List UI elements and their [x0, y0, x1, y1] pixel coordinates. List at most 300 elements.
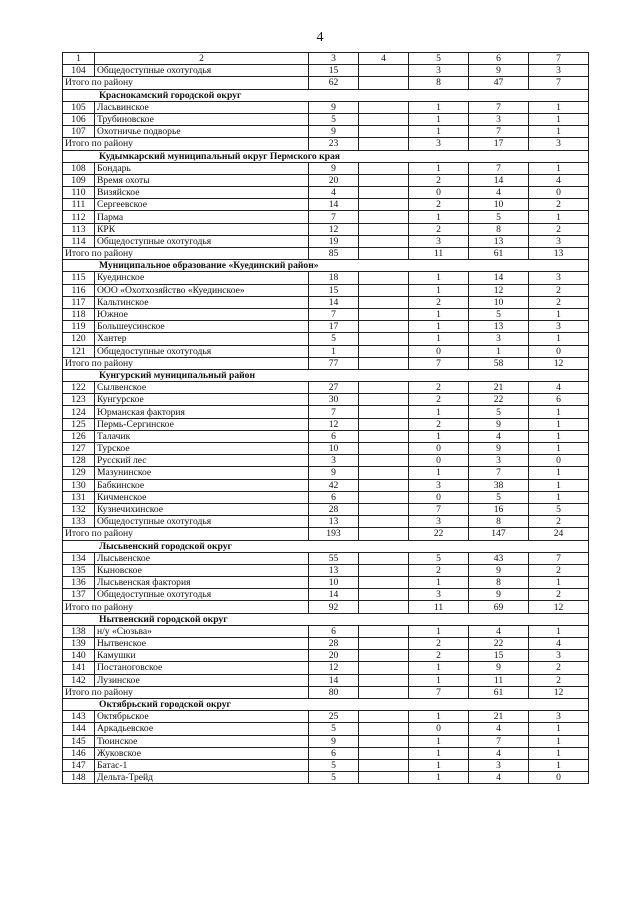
value-c3: 7 [309, 211, 359, 223]
value-c6: 8 [469, 223, 529, 235]
row-number: 104 [63, 65, 95, 77]
value-c3: 6 [309, 747, 359, 759]
value-c4 [359, 174, 409, 186]
value-c3: 9 [309, 467, 359, 479]
value-c6: 16 [469, 503, 529, 515]
district-name: Лысьвенский городской округ [63, 540, 589, 552]
total-c3: 92 [309, 601, 359, 613]
value-c7: 1 [529, 101, 589, 113]
value-c3: 9 [309, 126, 359, 138]
district-header-row [63, 613, 589, 625]
value-c7: 3 [529, 235, 589, 247]
value-c6: 4 [469, 187, 529, 199]
value-c4 [359, 333, 409, 345]
value-c4 [359, 284, 409, 296]
value-c3: 12 [309, 418, 359, 430]
value-c5: 1 [409, 735, 469, 747]
row-number: 134 [63, 552, 95, 564]
total-c5: 8 [409, 77, 469, 89]
hunting-ground-name: Общедоступные охотугодья [95, 345, 309, 357]
value-c7: 1 [529, 308, 589, 320]
hunting-ground-name: Общедоступные охотугодья [95, 589, 309, 601]
value-c6: 5 [469, 211, 529, 223]
value-c7: 1 [529, 735, 589, 747]
table-row [63, 443, 589, 455]
value-c5: 1 [409, 577, 469, 589]
value-c4 [359, 187, 409, 199]
table-row [63, 394, 589, 406]
value-c3: 19 [309, 235, 359, 247]
table-row [63, 662, 589, 674]
value-c6: 7 [469, 101, 529, 113]
hunting-ground-name: ООО «Охотхозяйство «Куединское» [95, 284, 309, 296]
row-number: 144 [63, 723, 95, 735]
value-c6: 5 [469, 406, 529, 418]
total-c7: 7 [529, 77, 589, 89]
hunting-ground-name: Мазунинское [95, 467, 309, 479]
value-c5: 0 [409, 187, 469, 199]
value-c3: 18 [309, 272, 359, 284]
value-c6: 3 [469, 113, 529, 125]
value-c4 [359, 382, 409, 394]
value-c5: 2 [409, 564, 469, 576]
value-c3: 28 [309, 503, 359, 515]
table-row [63, 345, 589, 357]
value-c6: 5 [469, 308, 529, 320]
total-c3: 62 [309, 77, 359, 89]
value-c7: 1 [529, 723, 589, 735]
value-c4 [359, 491, 409, 503]
total-c4 [359, 528, 409, 540]
hunting-ground-name: Общедоступные охотугодья [95, 65, 309, 77]
value-c5: 1 [409, 211, 469, 223]
value-c3: 5 [309, 333, 359, 345]
hunting-ground-name: Большеусинское [95, 321, 309, 333]
value-c4 [359, 126, 409, 138]
value-c6: 13 [469, 321, 529, 333]
value-c5: 2 [409, 418, 469, 430]
table-row [63, 113, 589, 125]
table-row [63, 284, 589, 296]
hunting-ground-name: Камушки [95, 650, 309, 662]
hunting-ground-name: Лысьвенское [95, 552, 309, 564]
value-c4 [359, 345, 409, 357]
value-c3: 17 [309, 321, 359, 333]
value-c4 [359, 321, 409, 333]
value-c7: 1 [529, 443, 589, 455]
row-number: 143 [63, 711, 95, 723]
value-c4 [359, 564, 409, 576]
value-c7: 3 [529, 650, 589, 662]
table-row [63, 321, 589, 333]
table-row [63, 638, 589, 650]
value-c4 [359, 455, 409, 467]
district-name: Краснокамский городской округ [63, 89, 589, 101]
row-number: 114 [63, 235, 95, 247]
value-c3: 4 [309, 187, 359, 199]
table-row [63, 625, 589, 637]
value-c6: 43 [469, 552, 529, 564]
total-label: Итого по району [63, 601, 309, 613]
value-c7: 1 [529, 747, 589, 759]
value-c4 [359, 772, 409, 784]
district-header-row [63, 150, 589, 162]
value-c5: 3 [409, 65, 469, 77]
value-c5: 1 [409, 308, 469, 320]
hunting-ground-name: Дельта-Трейд [95, 772, 309, 784]
value-c6: 14 [469, 174, 529, 186]
row-number: 110 [63, 187, 95, 199]
total-c4 [359, 138, 409, 150]
total-c3: 80 [309, 686, 359, 698]
row-number: 116 [63, 284, 95, 296]
column-number-3: 3 [309, 53, 359, 65]
value-c5: 3 [409, 479, 469, 491]
value-c6: 9 [469, 65, 529, 77]
hunting-ground-name: Лузинское [95, 674, 309, 686]
value-c3: 5 [309, 772, 359, 784]
value-c7: 0 [529, 772, 589, 784]
value-c5: 0 [409, 345, 469, 357]
value-c4 [359, 662, 409, 674]
hunting-ground-name: н/у «Сюзьва» [95, 625, 309, 637]
value-c4 [359, 735, 409, 747]
value-c7: 1 [529, 467, 589, 479]
value-c4 [359, 503, 409, 515]
total-label: Итого по району [63, 248, 309, 260]
value-c6: 22 [469, 638, 529, 650]
hunting-ground-name: Талачик [95, 430, 309, 442]
hunting-ground-name: Кузнечихинское [95, 503, 309, 515]
value-c5: 1 [409, 321, 469, 333]
value-c4 [359, 223, 409, 235]
total-c7: 3 [529, 138, 589, 150]
hunting-grounds-table [62, 52, 589, 784]
value-c5: 1 [409, 272, 469, 284]
row-number: 109 [63, 174, 95, 186]
district-header-row [63, 369, 589, 381]
total-c6: 58 [469, 357, 529, 369]
row-number: 131 [63, 491, 95, 503]
value-c7: 1 [529, 406, 589, 418]
value-c5: 1 [409, 406, 469, 418]
value-c4 [359, 625, 409, 637]
hunting-ground-name: Южное [95, 308, 309, 320]
row-number: 112 [63, 211, 95, 223]
value-c7: 1 [529, 162, 589, 174]
table-row [63, 564, 589, 576]
table-row [63, 174, 589, 186]
value-c7: 1 [529, 126, 589, 138]
value-c6: 10 [469, 199, 529, 211]
value-c4 [359, 467, 409, 479]
table-row [63, 333, 589, 345]
value-c6: 21 [469, 711, 529, 723]
hunting-ground-name: Общедоступные охотугодья [95, 235, 309, 247]
row-number: 140 [63, 650, 95, 662]
value-c5: 1 [409, 467, 469, 479]
value-c6: 9 [469, 589, 529, 601]
value-c3: 20 [309, 174, 359, 186]
total-c7: 12 [529, 686, 589, 698]
row-number: 105 [63, 101, 95, 113]
value-c3: 5 [309, 723, 359, 735]
value-c5: 0 [409, 723, 469, 735]
hunting-ground-name: Куединское [95, 272, 309, 284]
value-c3: 14 [309, 296, 359, 308]
value-c7: 3 [529, 272, 589, 284]
total-c3: 77 [309, 357, 359, 369]
value-c5: 1 [409, 674, 469, 686]
hunting-ground-name: Хантер [95, 333, 309, 345]
table-row [63, 308, 589, 320]
hunting-ground-name: Кальтинское [95, 296, 309, 308]
value-c6: 4 [469, 747, 529, 759]
value-c7: 1 [529, 491, 589, 503]
row-number: 130 [63, 479, 95, 491]
district-name: Кунгурский муниципальный район [63, 369, 589, 381]
value-c7: 1 [529, 577, 589, 589]
total-c6: 69 [469, 601, 529, 613]
row-number: 124 [63, 406, 95, 418]
table-row [63, 759, 589, 771]
value-c3: 14 [309, 674, 359, 686]
value-c6: 7 [469, 735, 529, 747]
value-c4 [359, 577, 409, 589]
hunting-ground-name: КРК [95, 223, 309, 235]
total-label: Итого по району [63, 528, 309, 540]
value-c5: 1 [409, 747, 469, 759]
value-c6: 22 [469, 394, 529, 406]
district-total-row [63, 686, 589, 698]
total-c5: 22 [409, 528, 469, 540]
row-number: 107 [63, 126, 95, 138]
table-row [63, 199, 589, 211]
column-number-5: 5 [409, 53, 469, 65]
value-c7: 1 [529, 430, 589, 442]
value-c6: 13 [469, 235, 529, 247]
value-c3: 15 [309, 284, 359, 296]
value-c3: 5 [309, 113, 359, 125]
value-c7: 1 [529, 333, 589, 345]
total-c3: 23 [309, 138, 359, 150]
total-c6: 61 [469, 686, 529, 698]
total-c6: 147 [469, 528, 529, 540]
district-header-row [63, 698, 589, 710]
value-c5: 1 [409, 711, 469, 723]
table-row [63, 491, 589, 503]
hunting-ground-name: Октябрьское [95, 711, 309, 723]
row-number: 139 [63, 638, 95, 650]
value-c4 [359, 516, 409, 528]
value-c4 [359, 308, 409, 320]
total-c3: 85 [309, 248, 359, 260]
hunting-ground-name: Парма [95, 211, 309, 223]
value-c7: 1 [529, 759, 589, 771]
district-total-row [63, 77, 589, 89]
table-row [63, 589, 589, 601]
value-c4 [359, 443, 409, 455]
total-c6: 17 [469, 138, 529, 150]
value-c3: 9 [309, 162, 359, 174]
value-c4 [359, 406, 409, 418]
value-c5: 2 [409, 650, 469, 662]
value-c3: 5 [309, 759, 359, 771]
value-c6: 7 [469, 162, 529, 174]
value-c6: 14 [469, 272, 529, 284]
table-row [63, 747, 589, 759]
table-row [63, 223, 589, 235]
row-number: 138 [63, 625, 95, 637]
table-row [63, 723, 589, 735]
value-c4 [359, 65, 409, 77]
value-c3: 7 [309, 308, 359, 320]
value-c4 [359, 394, 409, 406]
value-c7: 2 [529, 199, 589, 211]
row-number: 122 [63, 382, 95, 394]
value-c6: 8 [469, 577, 529, 589]
value-c6: 10 [469, 296, 529, 308]
table-row [63, 735, 589, 747]
total-label: Итого по району [63, 77, 309, 89]
value-c6: 4 [469, 430, 529, 442]
value-c4 [359, 418, 409, 430]
row-number: 137 [63, 589, 95, 601]
hunting-ground-name: Кичменское [95, 491, 309, 503]
column-number-1: 1 [63, 53, 95, 65]
value-c6: 7 [469, 467, 529, 479]
hunting-ground-name: Жуковское [95, 747, 309, 759]
value-c4 [359, 211, 409, 223]
total-c7: 24 [529, 528, 589, 540]
value-c4 [359, 650, 409, 662]
total-c5: 7 [409, 686, 469, 698]
hunting-ground-name: Русский лес [95, 455, 309, 467]
total-c4 [359, 77, 409, 89]
table-row [63, 577, 589, 589]
row-number: 106 [63, 113, 95, 125]
value-c3: 30 [309, 394, 359, 406]
value-c6: 4 [469, 723, 529, 735]
value-c7: 2 [529, 516, 589, 528]
page-number: 4 [316, 30, 324, 45]
value-c3: 12 [309, 223, 359, 235]
value-c4 [359, 101, 409, 113]
value-c4 [359, 552, 409, 564]
value-c7: 3 [529, 711, 589, 723]
table-row [63, 382, 589, 394]
row-number: 108 [63, 162, 95, 174]
table-row [63, 418, 589, 430]
value-c6: 38 [469, 479, 529, 491]
row-number: 145 [63, 735, 95, 747]
value-c3: 6 [309, 625, 359, 637]
value-c6: 3 [469, 333, 529, 345]
value-c3: 10 [309, 577, 359, 589]
value-c5: 5 [409, 552, 469, 564]
value-c3: 12 [309, 662, 359, 674]
row-number: 127 [63, 443, 95, 455]
table-row [63, 430, 589, 442]
value-c4 [359, 479, 409, 491]
value-c6: 4 [469, 625, 529, 637]
row-number: 120 [63, 333, 95, 345]
value-c3: 42 [309, 479, 359, 491]
table-row [63, 101, 589, 113]
value-c7: 0 [529, 345, 589, 357]
value-c5: 2 [409, 394, 469, 406]
hunting-ground-name: Лысьвенская фактория [95, 577, 309, 589]
value-c5: 1 [409, 662, 469, 674]
table-row [63, 296, 589, 308]
hunting-ground-name: Пермь-Сергинское [95, 418, 309, 430]
value-c5: 2 [409, 382, 469, 394]
value-c7: 2 [529, 284, 589, 296]
hunting-ground-name: Юрманская фактория [95, 406, 309, 418]
total-c6: 61 [469, 248, 529, 260]
district-header-row [63, 260, 589, 272]
row-number: 117 [63, 296, 95, 308]
value-c3: 13 [309, 516, 359, 528]
hunting-ground-name: Визяйское [95, 187, 309, 199]
hunting-ground-name: Аркадьевское [95, 723, 309, 735]
value-c5: 1 [409, 625, 469, 637]
hunting-ground-name: Тюинское [95, 735, 309, 747]
value-c4 [359, 674, 409, 686]
column-number-row [63, 53, 589, 65]
value-c5: 2 [409, 223, 469, 235]
hunting-ground-name: Сылвенское [95, 382, 309, 394]
value-c3: 10 [309, 443, 359, 455]
value-c5: 1 [409, 101, 469, 113]
value-c7: 0 [529, 455, 589, 467]
value-c6: 5 [469, 491, 529, 503]
row-number: 115 [63, 272, 95, 284]
total-c4 [359, 686, 409, 698]
value-c5: 1 [409, 284, 469, 296]
value-c4 [359, 589, 409, 601]
hunting-ground-name: Постаноговское [95, 662, 309, 674]
value-c5: 0 [409, 491, 469, 503]
row-number: 128 [63, 455, 95, 467]
value-c3: 20 [309, 650, 359, 662]
table-row [63, 187, 589, 199]
value-c5: 2 [409, 296, 469, 308]
hunting-ground-name: Общедоступные охотугодья [95, 516, 309, 528]
hunting-ground-name: Сергеевское [95, 199, 309, 211]
value-c3: 6 [309, 491, 359, 503]
value-c7: 0 [529, 187, 589, 199]
table-row [63, 772, 589, 784]
value-c7: 2 [529, 589, 589, 601]
value-c5: 2 [409, 174, 469, 186]
value-c6: 9 [469, 564, 529, 576]
row-number: 141 [63, 662, 95, 674]
value-c4 [359, 235, 409, 247]
table-row [63, 211, 589, 223]
value-c6: 3 [469, 455, 529, 467]
row-number: 135 [63, 564, 95, 576]
row-number: 126 [63, 430, 95, 442]
table-row [63, 674, 589, 686]
district-name: Муниципальное образование «Куединский район» [63, 260, 589, 272]
table-row [63, 455, 589, 467]
value-c6: 1 [469, 345, 529, 357]
value-c5: 3 [409, 589, 469, 601]
table-row [63, 65, 589, 77]
hunting-ground-name: Батас-1 [95, 759, 309, 771]
value-c6: 3 [469, 759, 529, 771]
